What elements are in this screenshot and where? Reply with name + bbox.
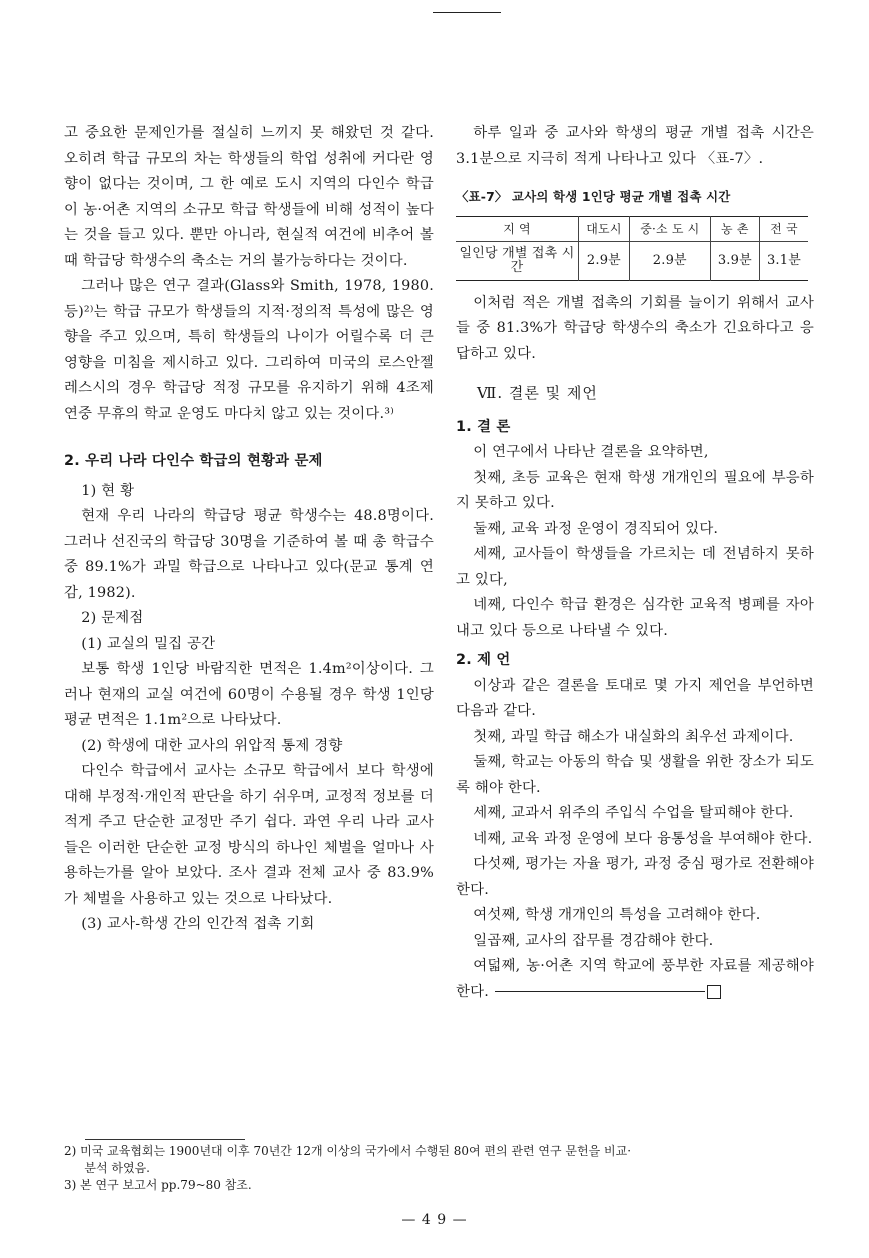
left-paragraph-2: 그러나 많은 연구 결과(Glass와 Smith, 1978, 1980. 등)²⁾는 학급 규모가 학생들의 지적·정의적 특성에 많은 영향을 주고 있으며, 특히 학생들의 나이가 어릴수록 더 큰 영향을 미침을 제시하고 있다. 그리하여 미국의 로스안젤레스시의 경우 학급당 적정 규모를 유지하기 위해 4조제 연중 무휴의 학교 운영도 마다치 않고 있는 것이다.³⁾: [64, 278, 434, 422]
table-row-label: 일인당 개별 접촉 시간: [456, 241, 579, 280]
left-column: [64, 121, 434, 938]
proposal-item: 둘째, 학교는 아동의 학습 및 생활을 위한 장소가 되도록 해야 한다.: [456, 754, 814, 796]
conclusion-item: 세째, 교사들이 학생들을 가르치는 데 전념하지 못하고 있다,: [456, 546, 814, 588]
contact-time-table: [456, 216, 808, 281]
proposal-intro: 이상과 같은 결론을 토대로 몇 가지 제언을 부언하면 다음과 같다.: [456, 677, 814, 719]
end-of-article-box-icon: [707, 985, 721, 999]
table-header-region: 지 역: [456, 216, 579, 241]
problem-1-text: 보통 학생 1인당 바람직한 면적은 1.4m²이상이다. 그러나 현재의 교실 여건에 60명이 수용될 경우 학생 1인당 평균 면적은 1.1m²으로 나타났다.: [64, 661, 434, 728]
footnote-rule: [85, 1139, 245, 1140]
header-rule: [433, 12, 501, 13]
table-header-row: [456, 216, 808, 241]
right-paragraph-1: 하루 일과 중 교사와 학생의 평균 개별 접촉 시간은 3.1분으로 지극히 적게 나타나고 있다 〈표-7〉.: [456, 125, 814, 167]
problem-2-heading: (2) 학생에 대한 교사의 위압적 통제 경향: [81, 737, 343, 754]
problem-2-text: 다인수 학급에서 교사는 소규모 학급에서 보다 학생에 대해 부정적·개인적 판단을 하기 쉬우며, 교정적 정보를 더 적게 주고 단순한 교정만 주기 쉽다. 과연 우리 나라 교사들은 이러한 단순한 교정 방식의 하나인 체벌을 얼마나 사용하는가를 알아 보았다. 조사 결과 전체 교사 중 83.9%가 체벌을 사용하고 있는 것으로 나타났다.: [64, 763, 434, 907]
section-heading-current-status: 2. 우리 나라 다인수 학급의 현황과 문제: [64, 453, 323, 469]
proposal-heading: 2. 제 언: [456, 652, 511, 668]
table-cell: 3.1분: [766, 252, 801, 268]
end-of-article-rule: [495, 991, 705, 992]
proposal-item-last: [456, 954, 814, 1005]
subheading-problems: 2) 문제점: [81, 610, 144, 626]
table-header-cell: 대도시: [579, 216, 630, 241]
table-cell: 2.9분: [629, 241, 710, 280]
proposal-item: 네째, 교육 과정 운영에 보다 융통성을 부여해야 한다.: [473, 830, 813, 847]
table-row: [456, 241, 808, 280]
conclusion-item: 네째, 다인수 학급 환경은 심각한 교육적 병폐를 자아내고 있다 등으로 나타낼 수 있다.: [456, 597, 814, 639]
footnotes: [64, 1143, 824, 1194]
left-paragraph-1: 고 중요한 문제인가를 절실히 느끼지 못 해왔던 것 같다. 오히려 학급 규모의 차는 학생들의 학업 성취에 커다란 영향이 없다는 것이며, 그 한 예로 도시 지역의 다인수 학급이 농·어촌 지역의 소규모 학급 학생들에 비해 성적이 높다는 것을 들고 있다. 뿐만 아니라, 현실적 여건에 비추어 볼 때 학급당 학생수의 축소는 거의 불가능하다는 것이다.: [64, 125, 434, 269]
table-header-cell: 전 국: [759, 216, 808, 241]
proposal-item: 일곱째, 교사의 잡무를 경감해야 한다.: [473, 932, 714, 949]
footnote-2-continued: 분석 하였음.: [84, 1161, 150, 1175]
chapter-heading: Ⅶ. 결론 및 제언: [477, 384, 598, 402]
proposal-item: 여섯째, 학생 개개인의 특성을 고려해야 한다.: [473, 907, 761, 923]
conclusion-intro: 이 연구에서 나타난 결론을 요약하면,: [473, 444, 709, 460]
proposal-item: 세째, 교과서 위주의 주입식 수업을 탈피해야 한다.: [473, 805, 794, 821]
table-header-cell: 중·소 도 시: [629, 216, 710, 241]
status-paragraph: 현재 우리 나라의 학급당 평균 학생수는 48.8명이다. 그러나 선진국의 학급당 30명을 기준하여 볼 때 총 학급수 중 89.1%가 과밀 학급으로 나타나고 있다(문교 통계 연감, 1982).: [64, 508, 434, 601]
conclusion-item: 둘째, 교육 과정 운영이 경직되어 있다.: [473, 520, 719, 537]
proposal-item: 다섯째, 평가는 자율 평가, 과정 중심 평가로 전환해야 한다.: [456, 856, 814, 898]
footnote-2: 2) 미국 교육협회는 1900년대 이후 70년간 12개 이상의 국가에서 수행된 80여 편의 관련 연구 문헌을 비교·: [64, 1144, 632, 1158]
page-number: — 4 9 —: [401, 1212, 468, 1228]
problem-3-heading: (3) 교사-학생 간의 인간적 접촉 기회: [81, 916, 315, 932]
proposal-item-last-text: 여덟째, 농·어촌 지역 학교에 풍부한 자료를 제공해야 한다.: [456, 958, 814, 1000]
problem-1-heading: (1) 교실의 밀집 공간: [81, 635, 216, 652]
table-header-cell: 농 촌: [710, 216, 759, 241]
conclusion-item: 첫째, 초등 교육은 현재 학생 개개인의 필요에 부응하지 못하고 있다.: [456, 469, 814, 511]
right-column: [456, 121, 814, 1005]
footnote-3: 3) 본 연구 보고서 pp.79~80 참조.: [64, 1178, 252, 1192]
conclusion-heading: 1. 결 론: [456, 418, 511, 435]
table-cell: 2.9분: [579, 241, 630, 280]
proposal-item: 첫째, 과밀 학급 해소가 내실화의 최우선 과제이다.: [473, 728, 794, 745]
right-paragraph-2: 이처럼 적은 개별 접촉의 기회를 늘이기 위해서 교사들 중 81.3%가 학급당 학생수의 축소가 긴요하다고 응답하고 있다.: [456, 294, 814, 362]
table-cell: 3.9분: [710, 241, 759, 280]
subheading-status: 1) 현 황: [81, 482, 135, 499]
table-caption: 〈표-7〉 교사의 학생 1인당 평균 개별 접촉 시간: [456, 189, 731, 204]
